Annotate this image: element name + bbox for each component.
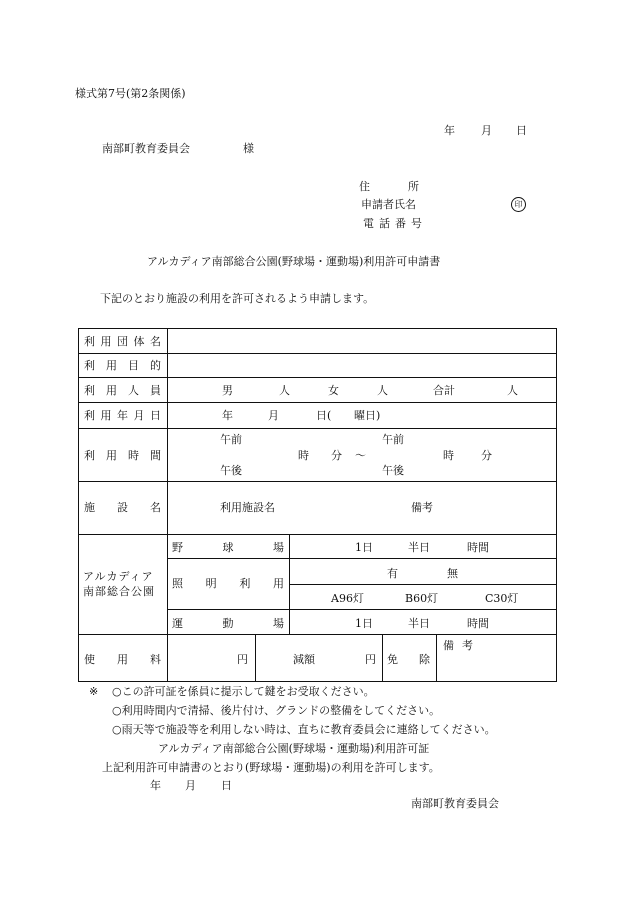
baseball-half-day: 半日: [408, 541, 430, 554]
baseball-one-day: 1日: [355, 541, 373, 554]
fee-notes: 備考: [443, 639, 481, 652]
permit-date-day: 日: [221, 779, 232, 792]
application-form-table: [78, 328, 557, 682]
fee-yen: 円: [237, 653, 248, 666]
time-start-minute: 分: [331, 449, 342, 462]
permit-date-month: 月: [185, 779, 196, 792]
field-hours: 時間: [467, 617, 489, 630]
time-tilde: ～: [355, 449, 366, 462]
people-female-unit: 人: [377, 384, 388, 397]
people-male-unit: 人: [279, 384, 290, 397]
label-date: 利 用 年 月 日: [84, 409, 161, 422]
field-one-day: 1日: [355, 617, 373, 630]
fee-reduction: 減額: [293, 653, 315, 666]
label-facility: 施 設 名: [84, 501, 161, 514]
baseball-hours: 時間: [467, 541, 489, 554]
people-total-label: 合計: [433, 384, 455, 397]
phone-label: 電話番号: [363, 217, 427, 230]
honorific: 様: [243, 142, 254, 155]
fee-exemption: 免 除: [387, 653, 430, 666]
park-name-line2: 南部総合公園: [83, 585, 155, 598]
permit-title: アルカディア南部総合公園(野球場・運動場)利用許可証: [158, 742, 430, 755]
label-purpose: 利 用 目 的: [84, 359, 161, 372]
form-number: 様式第7号(第2条関係): [75, 87, 186, 100]
time-end-minute: 分: [481, 449, 492, 462]
header-date-day: 日: [516, 124, 527, 137]
baseball-label: 野 球 場: [172, 541, 284, 554]
intro-text: 下記のとおり施設の利用を許可されるよう申請します。: [100, 292, 375, 305]
address-label: [359, 181, 419, 192]
permit-text: 上記利用許可申請書のとおり(野球場・運動場)の利用を許可します。: [102, 761, 440, 774]
header-date-month: 月: [481, 124, 492, 137]
seal-mark: [511, 197, 526, 212]
date-weekday: 曜日): [354, 409, 381, 422]
notes-mark: ※: [89, 685, 99, 698]
label-group-name: 利 用 団 体 名: [84, 335, 161, 348]
seal-icon: 印: [511, 197, 526, 212]
facility-name-header: 利用施設名: [220, 501, 275, 514]
note-item: ○この許可証を係員に提示して鍵をお受取ください。: [112, 685, 375, 698]
purpose-field[interactable]: [168, 354, 554, 376]
time-end-am: 午前: [382, 433, 404, 446]
address-label-a: 住: [359, 180, 370, 193]
label-people: 利 用 人 員: [84, 384, 161, 397]
group-name-field[interactable]: [168, 330, 554, 352]
date-year: 年: [222, 409, 233, 422]
note-item: ○雨天等で施設等を利用しない時は、直ちに教育委員会に連絡してください。: [112, 723, 496, 736]
addressee: 南部町教育委員会: [102, 142, 190, 155]
field-half-day: 半日: [408, 617, 430, 630]
time-start-pm: 午後: [220, 464, 242, 477]
fee-reduction-yen: 円: [365, 653, 376, 666]
time-end-pm: 午後: [382, 464, 404, 477]
time-end-hour: 時: [443, 449, 454, 462]
lighting-a96: A96灯: [331, 592, 364, 605]
time-start-hour: 時: [298, 449, 309, 462]
permit-date-year: 年: [150, 779, 161, 792]
date-day: 日(: [316, 409, 332, 422]
people-male-label: 男: [222, 384, 233, 397]
note-item: ○利用時間内で清掃、後片付け、グランドの整備をしてください。: [112, 704, 441, 717]
label-time: 利 用 時 間: [84, 449, 161, 462]
lighting-yes: 有: [387, 567, 398, 580]
field-label: 運 動 場: [172, 617, 284, 630]
lighting-b60: B60灯: [405, 592, 439, 605]
date-month: 月: [268, 409, 279, 422]
header-date-year: 年: [444, 124, 455, 137]
lighting-no: 無: [447, 567, 458, 580]
people-female-label: 女: [328, 384, 339, 397]
document-title: アルカディア南部総合公園(野球場・運動場)利用許可申請書: [147, 255, 441, 268]
time-start-am: 午前: [220, 433, 242, 446]
people-total-unit: 人: [507, 384, 518, 397]
lighting-c30: C30灯: [485, 592, 519, 605]
label-fee: 使 用 料: [84, 653, 161, 666]
lighting-label: 照 明 利 用: [172, 577, 284, 590]
facility-notes-header: 備考: [411, 501, 433, 514]
park-name-line1: アルカディア: [83, 570, 154, 583]
applicant-name-label: 申請者氏名: [361, 198, 416, 211]
permit-issuer: 南部町教育委員会: [411, 797, 499, 810]
address-label-b: 所: [408, 180, 419, 193]
